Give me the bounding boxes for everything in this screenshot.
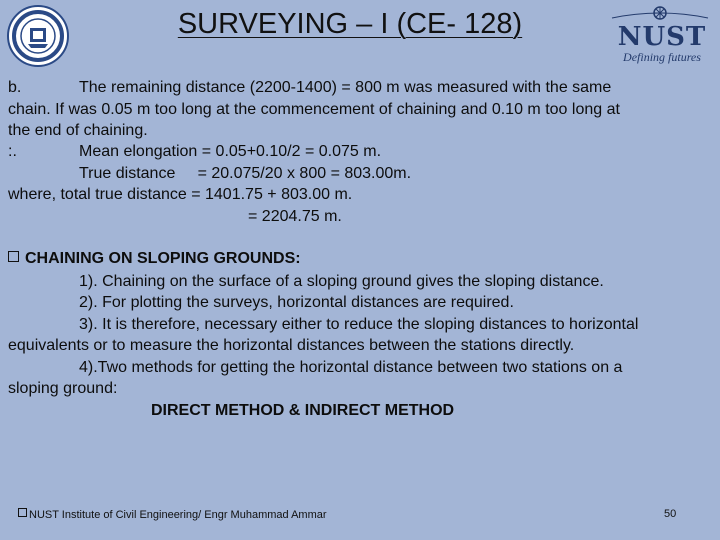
para-line-3: the end of chaining.: [8, 122, 148, 139]
section-heading: [8, 249, 301, 269]
footer-institute-text: NUST Institute of Civil Engineering/ Engr Muhammad Ammar: [29, 509, 327, 521]
point-4b: sloping ground:: [8, 380, 118, 397]
footer-institute: [18, 508, 327, 521]
nust-tagline: Defining futures: [623, 50, 701, 64]
nust-logo-text: NUST: [617, 22, 707, 52]
true-distance: True distance = 20.075/20 x 800 = 803.00m.: [79, 165, 412, 182]
page-title: SURVEYING – I (CE- 128): [177, 8, 523, 40]
total-result: = 2204.75 m.: [248, 208, 342, 225]
point-1: 1). Chaining on the surface of a sloping ground gives the sloping distance.: [79, 273, 604, 290]
para-label-b: b.: [8, 79, 22, 96]
point-4a: 4).Two methods for getting the horizontal distance between two stations on a: [79, 359, 623, 376]
bullet-box-icon: [8, 251, 19, 262]
para-line-1: The remaining distance (2200-1400) = 800 m was measured with the same: [79, 79, 612, 96]
point-3b: equivalents or to measure the horizontal distances between the stations directly.: [8, 337, 575, 354]
point-3a: 3). It is therefore, necessary either to reduce the sloping distances to horizontal: [79, 316, 639, 333]
section-heading-text: CHAINING ON SLOPING GROUNDS:: [25, 250, 301, 267]
footer-bullet-icon: [18, 508, 27, 517]
total-true-distance: where, total true distance = 1401.75 + 803.00 m.: [8, 186, 353, 203]
page-number: 50: [664, 508, 677, 520]
methods-line: DIRECT METHOD & INDIRECT METHOD: [151, 402, 455, 419]
therefore-symbol: :.: [8, 143, 17, 160]
mean-elongation: Mean elongation = 0.05+0.10/2 = 0.075 m.: [79, 143, 382, 160]
para-line-2: chain. If was 0.05 m too long at the commencement of chaining and 0.10 m too long at: [8, 101, 620, 118]
point-2: 2). For plotting the surveys, horizontal distances are required.: [79, 294, 514, 311]
